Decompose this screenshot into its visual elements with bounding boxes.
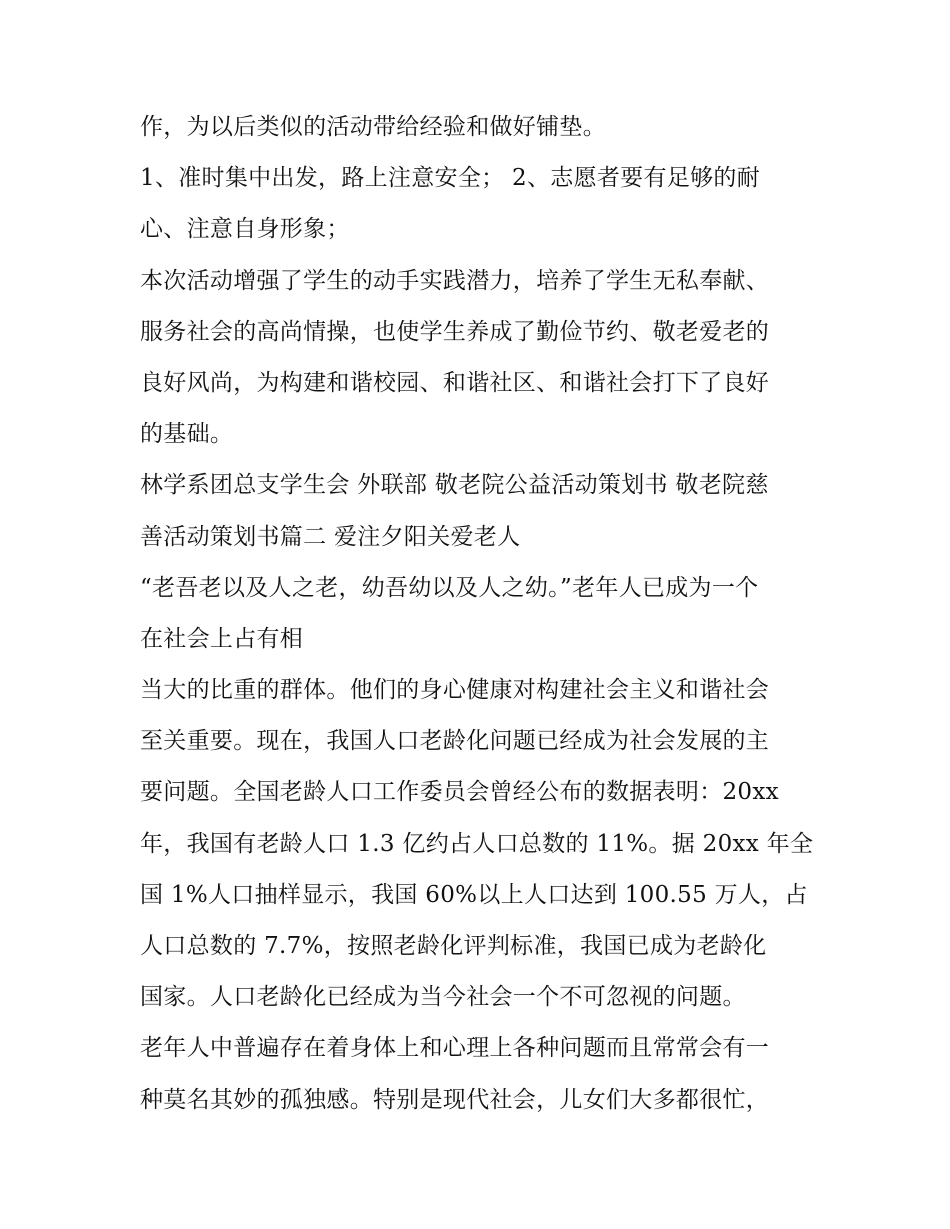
text-line: 老年人中普遍存在着身体上和心理上各种问题而且常常会有一 xyxy=(140,1035,770,1062)
text-line: 心、注意自身形象； xyxy=(140,216,350,243)
text-line: 国 1%人口抽样显示，我国 60%以上人口达到 100.55 万人，占 xyxy=(140,881,808,908)
text-line: 林学系团总支学生会 外联部 敬老院公益活动策划书 敬老院慈 xyxy=(140,472,769,499)
text-line: “老吾老以及人之老，幼吾幼以及人之幼。”老年人已成为一个 xyxy=(140,574,759,601)
text-line: 至关重要。现在，我国人口老龄化问题已经成为社会发展的主 xyxy=(140,728,770,755)
text-line: 良好风尚，为构建和谐校园、和谐社区、和谐社会打下了良好 xyxy=(140,369,770,396)
text-line: 种莫名其妙的孤独感。特别是现代社会，儿女们大多都很忙， xyxy=(140,1086,770,1113)
text-line: 要问题。全国老龄人口工作委员会曾经公布的数据表明：20xx xyxy=(140,779,779,806)
text-line: 当大的比重的群体。他们的身心健康对构建社会主义和谐社会 xyxy=(140,677,770,704)
text-line: 作，为以后类似的活动带给经验和做好铺垫。 xyxy=(140,114,606,140)
text-line: 1、准时集中出发，路上注意安全； 2、志愿者要有足够的耐 xyxy=(140,165,760,192)
document-body xyxy=(140,106,830,1130)
text-line: 的基础。 xyxy=(140,421,234,448)
text-line: 国家。人口老龄化已经成为当今社会一个不可忽视的问题。 xyxy=(140,984,746,1011)
text-line: 年，我国有老龄人口 1.3 亿约占人口总数的 11%。据 20xx 年全 xyxy=(140,830,814,857)
text-line: 本次活动增强了学生的动手实践潜力，培养了学生无私奉献、 xyxy=(140,267,770,294)
text-line: 在社会上占有相 xyxy=(140,625,304,652)
text-line: 善活动策划书篇二 爱注夕阳关爱老人 xyxy=(140,523,521,550)
text-line: 服务社会的高尚情操，也使学生养成了勤俭节约、敬老爱老的 xyxy=(140,318,770,345)
text-line: 人口总数的 7.7%，按照老龄化评判标准，我国已成为老龄化 xyxy=(140,933,767,959)
